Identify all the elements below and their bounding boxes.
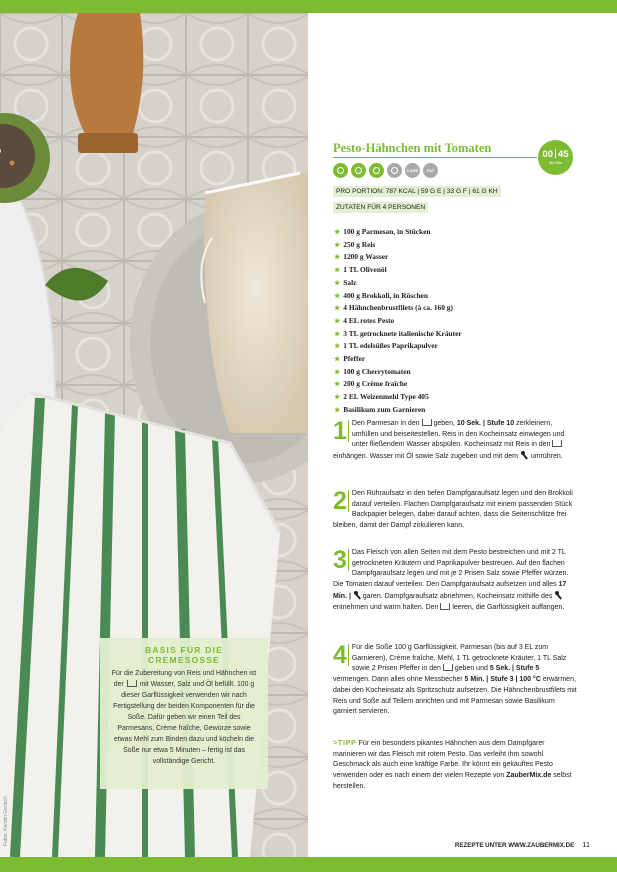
page-number: 11 [582,840,590,849]
step-number: 4 [333,641,347,669]
spatula-icon [554,591,563,599]
step-number: 2 [333,487,347,515]
website-link[interactable]: ZauberMix.de [506,772,552,780]
tip-label: >TIPP [333,740,357,747]
freezer-icon [387,163,402,178]
nutrition-info: PRO PORTION: 787 KCAL | 59 G E | 33 G F | 61 G KH [333,186,501,197]
list-item: ★ 100 g Parmesan, in Stücken [334,226,462,239]
info-box-cremesosse [100,638,268,789]
mixing-bowl-icon [552,440,562,447]
timer-units: Std Min [548,160,563,165]
ingredient-list [334,226,462,417]
recipe-icons [333,163,438,178]
list-item: ★ 1 TL Olivenöl [334,264,462,277]
mixing-bowl-icon [422,419,432,426]
list-item: ★ Salz [334,277,462,290]
info-box-title: BASIS FÜR DIE CREMESOSSE [145,645,223,665]
top-accent-bar [0,0,617,13]
timer-hours: 00 [542,149,553,160]
list-item: ★ 3 TL getrocknete italienische Kräuter [334,328,462,341]
fat-icon: FAT [423,163,438,178]
bottom-accent-bar [0,857,617,872]
mixing-bowl-icon [127,680,137,687]
recipe-title: Pesto-Hähnchen mit Tomaten [333,141,492,155]
list-item: ★ 100 g Cherrytomaten [334,366,462,379]
list-item: ★ Pfeffer [334,353,462,366]
list-item: ★ 200 g Crème fraîche [334,378,462,391]
list-item: ★ 1 TL edelsüßes Paprikapulver [334,340,462,353]
step-3: 3 Das Fleisch von allen Seiten mit dem Pesto bestreichen und mit 2 TL getrockneten Kräutern und Paprikapulver bestreuen. Auf den flachen Dampfgaraufsatz legen und mit je 2 Prisen Salz sowie Pfeffer würzen. Die Tomaten darauf verteilen. Den Dampfgaraufsatz aufsetzen und alles 17 Min. | garen. Dampfgaraufsatz abnehmen, Kocheinsatz mithilfe des entnehmen und warm halten. Den leeren, die Garflüssigkeit auffangen. [333,546,569,611]
list-item: ★ Basilikum zum Garnieren [334,404,462,417]
step-1: 1 Den Parmesan in den geben, 10 Sek. | Stufe 10 zerkleinern, umfüllen und beiseitestellen. Reis in den Kocheinsatz einwiegen und unter fließendem Wasser abspülen. Kocheinsatz mit Reis in den einhängen. Wasser mit Öl sowie Salz zugeben und mit dem umrühren. [333,417,565,461]
list-item: ★ 1200 g Wasser [334,251,462,264]
mixing-bowl-icon [443,664,453,671]
bowl-icon [369,163,384,178]
tip-box: >TIPP Für ein besonders pikantes Hähnchen aus dem Dampfgarer marinieren wir das Fleisch mit rotem Pesto. Das verleiht ihm sowohl Geschmack als auch eine kräftige Farbe. Ihr könnt ein gekauftes Pesto verwenden oder es nach einem der vielen Rezepte von ZauberMix.de selbst herstellen. [333,740,572,790]
title-divider [333,157,537,158]
spatula-icon [520,451,529,459]
clock-icon [333,163,348,178]
timer-minutes: 45 [558,149,569,160]
page-footer [455,840,590,849]
list-item: ★ 400 g Brokkoli, in Röschen [334,290,462,303]
list-item: ★ 2 EL Weizenmehl Type 405 [334,391,462,404]
step-number: 1 [333,417,347,445]
steam-icon [353,591,361,599]
food-photo [0,13,308,857]
timer-badge [538,140,573,175]
footer-text: REZEPTE UNTER WWW.ZAUBERMIX.DE [454,842,575,849]
list-item: ★ 4 EL rotes Pesto [334,315,462,328]
pot-icon [351,163,366,178]
step-number: 3 [333,546,347,574]
step-4: 4 Für die Soße 100 g Garflüssigkeit, Parmesan (bis auf 3 EL zum Garnieren), Crème fraîche, Mehl, 1 TL getrocknete Kräuter, 1 TL Salz sowie 2 Prisen Pfeffer in den geben und 5 Sek. | Stufe 5 vermengen. Dann alles ohne Messbecher 5 Min. | Stufe 3 | 100 °C erwärmen, dabei den Kocheinsatz als Spritzschutz aufsetzen. Die Hähnchenbrustfilets mit Reis und Soße auf Tellern anrichten und mit Parmesan sowie Basilikum garniert servieren. [333,641,577,716]
mixing-bowl-icon [440,603,450,610]
step-2: 2 Den Rühraufsatz in den tiefen Dampfgaraufsatz legen und den Brokkoli darauf verteilen. Flachen Dampfgaraufsatz mit einem passenden Stück Backpapier belegen, dabei darauf achten, dass die Seitenschlitze frei bleiben, damit der Dampf zirkulieren kann. [333,487,573,530]
list-item: ★ 4 Hähnchenbrustfilets (à ca. 160 g) [334,302,462,315]
photo-credit: Fotos: Kerstin Gerlach [3,796,9,846]
carb-icon: CARB [405,163,420,178]
list-item: ★ 250 g Reis [334,239,462,252]
info-box-text: Für die Zubereitung von Reis und Hähnchen ist der mit Wasser, Salz und Öl befüllt. 100 g dieser Garflüssigkeit verwenden wir nach Fertigstellung der beiden Komponenten für die Soße. Dafür geben wir einen Teil des Parmesans, Crème fraîche, Gewürze sowie etwas Mehl zum Binden dazu und köcheln die Soße nur etwa 5 Minuten – fertig ist das vollständige Gericht. [111,670,257,765]
servings-info: ZUTATEN FÜR 4 PERSONEN [333,202,428,213]
